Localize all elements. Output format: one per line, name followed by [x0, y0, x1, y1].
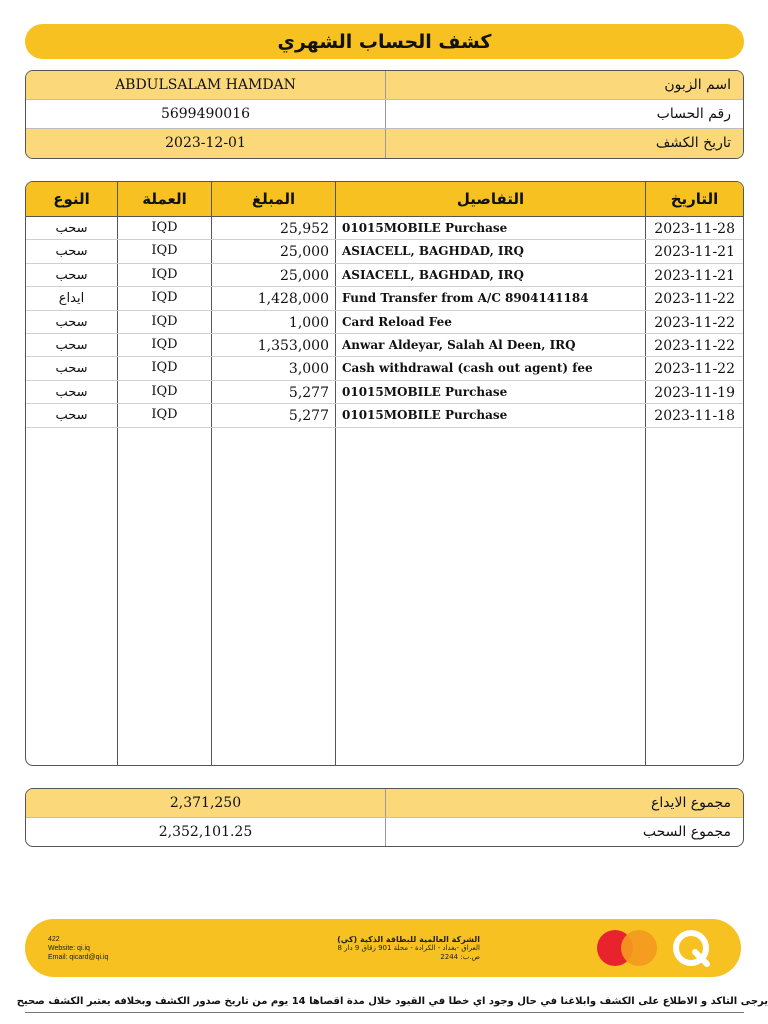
cell-date: 2023-11-22: [654, 361, 735, 378]
cell-type: سحب: [26, 334, 118, 356]
company-name: الشركة العالمية للبطاقة الذكية (كي): [337, 935, 480, 944]
table-rows: [26, 217, 743, 428]
cell-currency: IQD: [118, 287, 212, 309]
footer-email: Email: qicard@qi.iq: [48, 954, 109, 961]
cell-type: ايداع: [26, 287, 118, 309]
transactions-table: [25, 181, 744, 766]
cell-currency: IQD: [118, 404, 212, 426]
header-type: النوع: [26, 182, 118, 216]
company-po-box: ص.ب: 2244: [440, 953, 480, 961]
table-row: [26, 334, 743, 357]
totals-box: [25, 788, 744, 847]
header-currency: العملة: [118, 182, 212, 216]
cell-date: 2023-11-21: [654, 267, 735, 284]
cell-type: سحب: [26, 404, 118, 426]
footer-bar: [25, 919, 741, 977]
cell-amount: 25,000: [212, 240, 336, 262]
cell-type: سحب: [26, 357, 118, 379]
total-withdrawals-row: [26, 818, 743, 847]
cell-amount: 3,000: [212, 357, 336, 379]
account-number-row: [26, 100, 743, 129]
cell-details: ASIACELL, BAGHDAD, IRQ: [336, 264, 646, 286]
account-number-label: رقم الحساب: [656, 106, 731, 122]
cell-currency: IQD: [118, 240, 212, 262]
total-withdrawals-value: 2,352,101.25: [26, 818, 386, 847]
cell-amount: 5,277: [212, 404, 336, 426]
cell-date: 2023-11-22: [654, 314, 735, 331]
table-row: [26, 287, 743, 310]
cell-currency: IQD: [118, 217, 212, 239]
cell-details: 01015MOBILE Purchase: [336, 404, 646, 426]
table-row: [26, 404, 743, 427]
footer-contact: [48, 935, 108, 962]
cell-currency: IQD: [118, 334, 212, 356]
cell-date: 2023-11-21: [654, 244, 735, 261]
customer-name-value: ABDULSALAM HAMDAN: [26, 71, 386, 99]
qi-logo-icon: [671, 928, 711, 968]
footer-company: [305, 935, 480, 962]
cell-type: سحب: [26, 311, 118, 333]
table-header: [26, 182, 743, 217]
total-withdrawals-label: مجموع السحب: [642, 824, 731, 840]
cell-type: سحب: [26, 217, 118, 239]
cell-amount: 25,952: [212, 217, 336, 239]
cell-amount: 1,428,000: [212, 287, 336, 309]
cell-date: 2023-11-28: [654, 221, 735, 237]
total-deposits-row: [26, 789, 743, 818]
footer-website: Website: qi.iq: [48, 945, 90, 952]
cell-details: Anwar Aldeyar, Salah Al Deen, IRQ: [336, 334, 646, 356]
disclaimer-text: يرجى التاكد و الاطلاع على الكشف وابلاغنا في حال وجود اي خطأ في القيود خلال مدة اقصاها 14 يوم من تاريخ صدور الكشف وبخلافه يعتبر الكشف صحيح: [16, 996, 768, 1007]
cell-type: سحب: [26, 240, 118, 262]
cell-date: 2023-11-22: [654, 337, 735, 354]
customer-info-box: [25, 70, 744, 159]
cell-type: سحب: [26, 381, 118, 403]
cell-amount: 1,353,000: [212, 334, 336, 356]
header-date: التاريخ: [670, 190, 719, 208]
cell-amount: 25,000: [212, 264, 336, 286]
cell-details: Card Reload Fee: [336, 311, 646, 333]
statement-date-row: [26, 129, 743, 158]
cell-details: ASIACELL, BAGHDAD, IRQ: [336, 240, 646, 262]
table-row: [26, 381, 743, 404]
table-row: [26, 264, 743, 287]
cell-details: 01015MOBILE Purchase: [336, 381, 646, 403]
cell-currency: IQD: [118, 311, 212, 333]
cell-type: سحب: [26, 264, 118, 286]
total-deposits-label: مجموع الايداع: [650, 795, 731, 811]
disclaimer-underline: [25, 1012, 744, 1013]
customer-name-label: اسم الزبون: [664, 77, 731, 93]
company-address: العراق -بغداد - الكرادة - محلة 901 زقاق 9 دار 8: [337, 944, 480, 952]
header-details: التفاصيل: [336, 182, 646, 216]
table-row: [26, 311, 743, 334]
statement-date-value: 2023-12-01: [26, 129, 386, 158]
cell-details: Cash withdrawal (cash out agent) fee: [336, 357, 646, 379]
table-row: [26, 357, 743, 380]
cell-details: Fund Transfer from A/C 8904141184: [336, 287, 646, 309]
cell-amount: 5,277: [212, 381, 336, 403]
mastercard-logo-icon: [595, 929, 659, 967]
header-amount: المبلغ: [212, 182, 336, 216]
cell-date: 2023-11-22: [654, 291, 735, 308]
statement-date-label: تاريخ الكشف: [655, 135, 731, 151]
cell-amount: 1,000: [212, 311, 336, 333]
cell-currency: IQD: [118, 381, 212, 403]
footer-phone: 422: [48, 936, 60, 943]
account-number-value: 5699490016: [26, 100, 386, 128]
total-deposits-value: 2,371,250: [26, 789, 386, 817]
statement-title: كشف الحساب الشهري: [25, 24, 744, 59]
customer-name-row: [26, 71, 743, 100]
cell-currency: IQD: [118, 264, 212, 286]
table-body: [26, 217, 743, 765]
cell-currency: IQD: [118, 357, 212, 379]
cell-details: 01015MOBILE Purchase: [336, 217, 646, 239]
cell-date: 2023-11-19: [654, 384, 735, 401]
cell-date: 2023-11-18: [654, 408, 735, 425]
table-row: [26, 240, 743, 263]
table-row: [26, 217, 743, 240]
